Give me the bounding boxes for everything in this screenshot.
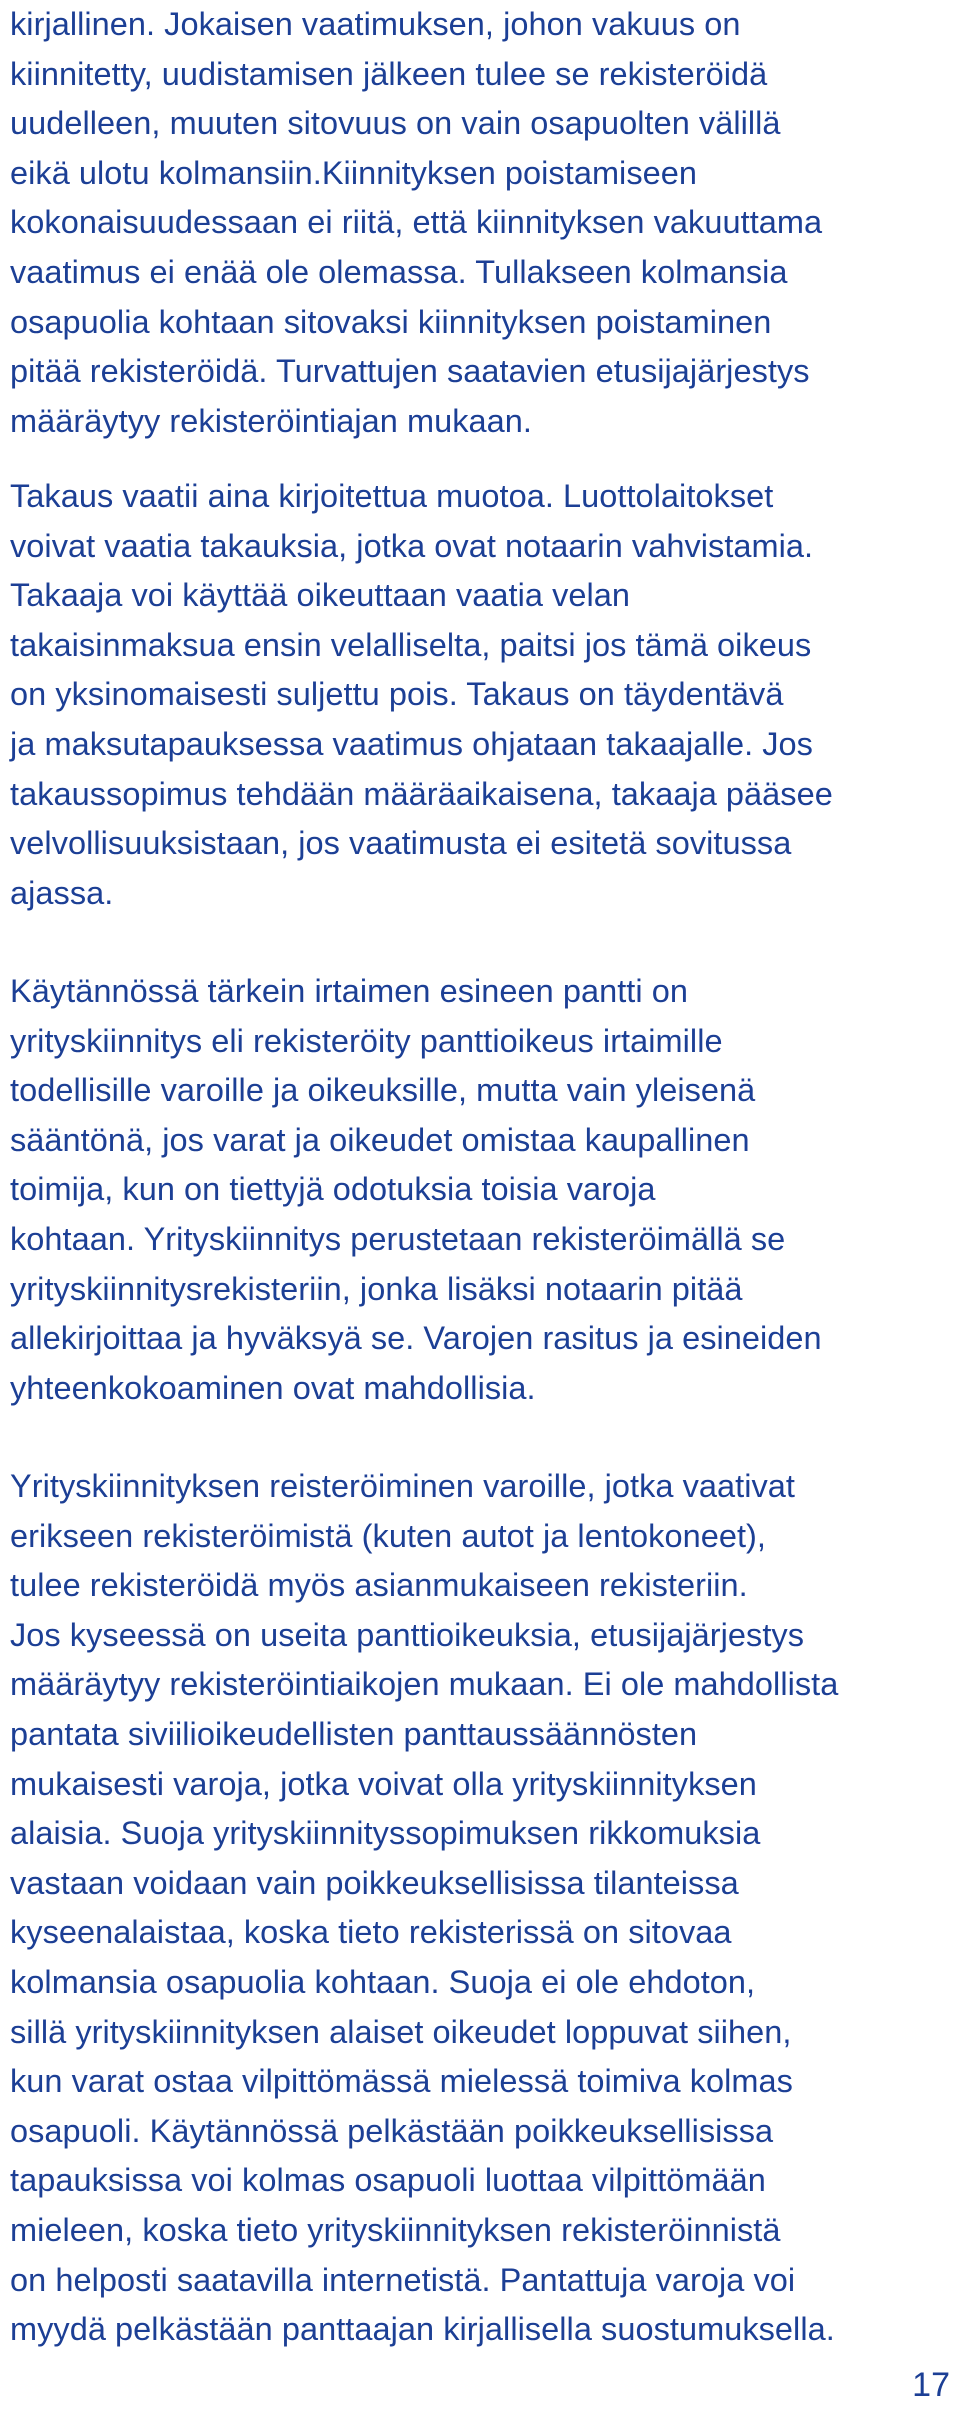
text-line: pitää rekisteröidä. Turvattujen saatavien etusijajärjestys bbox=[10, 353, 810, 390]
text-line: kiinnitetty, uudistamisen jälkeen tulee se rekisteröidä bbox=[10, 55, 768, 92]
text-line: Jos kyseessä on useita panttioikeuksia, etusijajärjestys bbox=[10, 1616, 805, 1653]
paragraph-kiinnitys bbox=[10, 0, 822, 446]
text-line: takaisinmaksua ensin velalliselta, paitsi jos tämä oikeus bbox=[10, 626, 812, 663]
text-line: Yrityskiinnityksen reisteröiminen varoille, jotka vaativat bbox=[10, 1468, 796, 1504]
text-line: osapuolia kohtaan sitovaksi kiinnityksen poistaminen bbox=[10, 303, 772, 340]
text-line: sääntönä, jos varat ja oikeudet omistaa kaupallinen bbox=[10, 1121, 750, 1158]
text-line: määräytyy rekisteröintiajan mukaan. bbox=[10, 402, 532, 439]
text-line: Käytännössä tärkein irtaimen esineen pantti on bbox=[10, 973, 688, 1009]
text-line: mieleen, koska tieto yrityskiinnityksen rekisteröinnistä bbox=[10, 2211, 781, 2248]
text-line: kohtaan. Yrityskiinnitys perustetaan rekisteröimällä se bbox=[10, 1220, 786, 1257]
text-line: alaisia. Suoja yrityskiinnityssopimuksen rikkomuksia bbox=[10, 1815, 761, 1852]
paragraph-yrityskiinnitys bbox=[10, 967, 822, 1413]
text-line: kokonaisuudessaan ei riitä, että kiinnityksen vakuuttama bbox=[10, 204, 823, 241]
paragraph-takaus bbox=[10, 472, 833, 918]
text-line: erikseen rekisteröimistä (kuten autot ja lentokoneet), bbox=[10, 1517, 766, 1554]
text-line: on helposti saatavilla internetistä. Pantattuja varoja voi bbox=[10, 2261, 796, 2298]
text-line: mukaisesti varoja, jotka voivat olla yrityskiinnityksen bbox=[10, 1765, 757, 1802]
text-line: on yksinomaisesti suljettu pois. Takaus on täydentävä bbox=[10, 676, 784, 713]
text-line: vaatimus ei enää ole olemassa. Tullakseen kolmansia bbox=[10, 253, 788, 290]
text-line: osapuoli. Käytännössä pelkästään poikkeuksellisissa bbox=[10, 2112, 774, 2149]
text-line: allekirjoittaa ja hyväksyä se. Varojen rasitus ja esineiden bbox=[10, 1320, 822, 1357]
text-line: yhteenkokoaminen ovat mahdollisia. bbox=[10, 1369, 536, 1406]
text-line: pantata siviilioikeudellisten panttaussäännösten bbox=[10, 1715, 698, 1752]
text-line: myydä pelkästään panttaajan kirjallisella suostumuksella. bbox=[10, 2311, 835, 2348]
text-line: yrityskiinnitys eli rekisteröity panttioikeus irtaimille bbox=[10, 1022, 723, 1059]
text-line: ja maksutapauksessa vaatimus ohjataan takaajalle. Jos bbox=[10, 725, 813, 762]
text-line: kun varat ostaa vilpittömässä mielessä toimiva kolmas bbox=[10, 2063, 793, 2100]
text-line: yrityskiinnitysrekisteriin, jonka lisäksi notaarin pitää bbox=[10, 1270, 743, 1307]
text-line: toimija, kun on tiettyjä odotuksia toisia varoja bbox=[10, 1171, 656, 1208]
text-line: Takaus vaatii aina kirjoitettua muotoa. Luottolaitokset bbox=[10, 478, 774, 514]
text-line: määräytyy rekisteröintiaikojen mukaan. Ei ole mahdollista bbox=[10, 1666, 839, 1703]
text-line: todellisille varoille ja oikeuksille, mutta vain yleisenä bbox=[10, 1072, 756, 1109]
text-line: kirjallinen. Jokaisen vaatimuksen, johon vakuus on bbox=[10, 6, 741, 42]
text-line: velvollisuuksistaan, jos vaatimusta ei esitetä sovitussa bbox=[10, 825, 792, 862]
text-line: Takaaja voi käyttää oikeuttaan vaatia velan bbox=[10, 577, 631, 614]
text-line: takaussopimus tehdään määräaikaisena, takaaja pääsee bbox=[10, 775, 833, 812]
text-line: ajassa. bbox=[10, 874, 114, 911]
text-line: tulee rekisteröidä myös asianmukaiseen rekisteriin. bbox=[10, 1567, 748, 1604]
page-number: 17 bbox=[912, 2366, 950, 2404]
text-line: uudelleen, muuten sitovuus on vain osapuolten välillä bbox=[10, 105, 781, 142]
text-line: voivat vaatia takauksia, jotka ovat notaarin vahvistamia. bbox=[10, 527, 814, 564]
text-line: kolmansia osapuolia kohtaan. Suoja ei ole ehdoton, bbox=[10, 1963, 756, 2000]
paragraph-rekisterointi bbox=[10, 1462, 838, 2355]
text-line: kyseenalaistaa, koska tieto rekisterissä on sitovaa bbox=[10, 1914, 732, 1951]
text-line: vastaan voidaan vain poikkeuksellisissa tilanteissa bbox=[10, 1864, 739, 1901]
text-line: sillä yrityskiinnityksen alaiset oikeudet loppuvat siihen, bbox=[10, 2013, 792, 2050]
text-line: eikä ulotu kolmansiin.Kiinnityksen poistamiseen bbox=[10, 154, 698, 191]
text-line: tapauksissa voi kolmas osapuoli luottaa vilpittömään bbox=[10, 2162, 766, 2199]
